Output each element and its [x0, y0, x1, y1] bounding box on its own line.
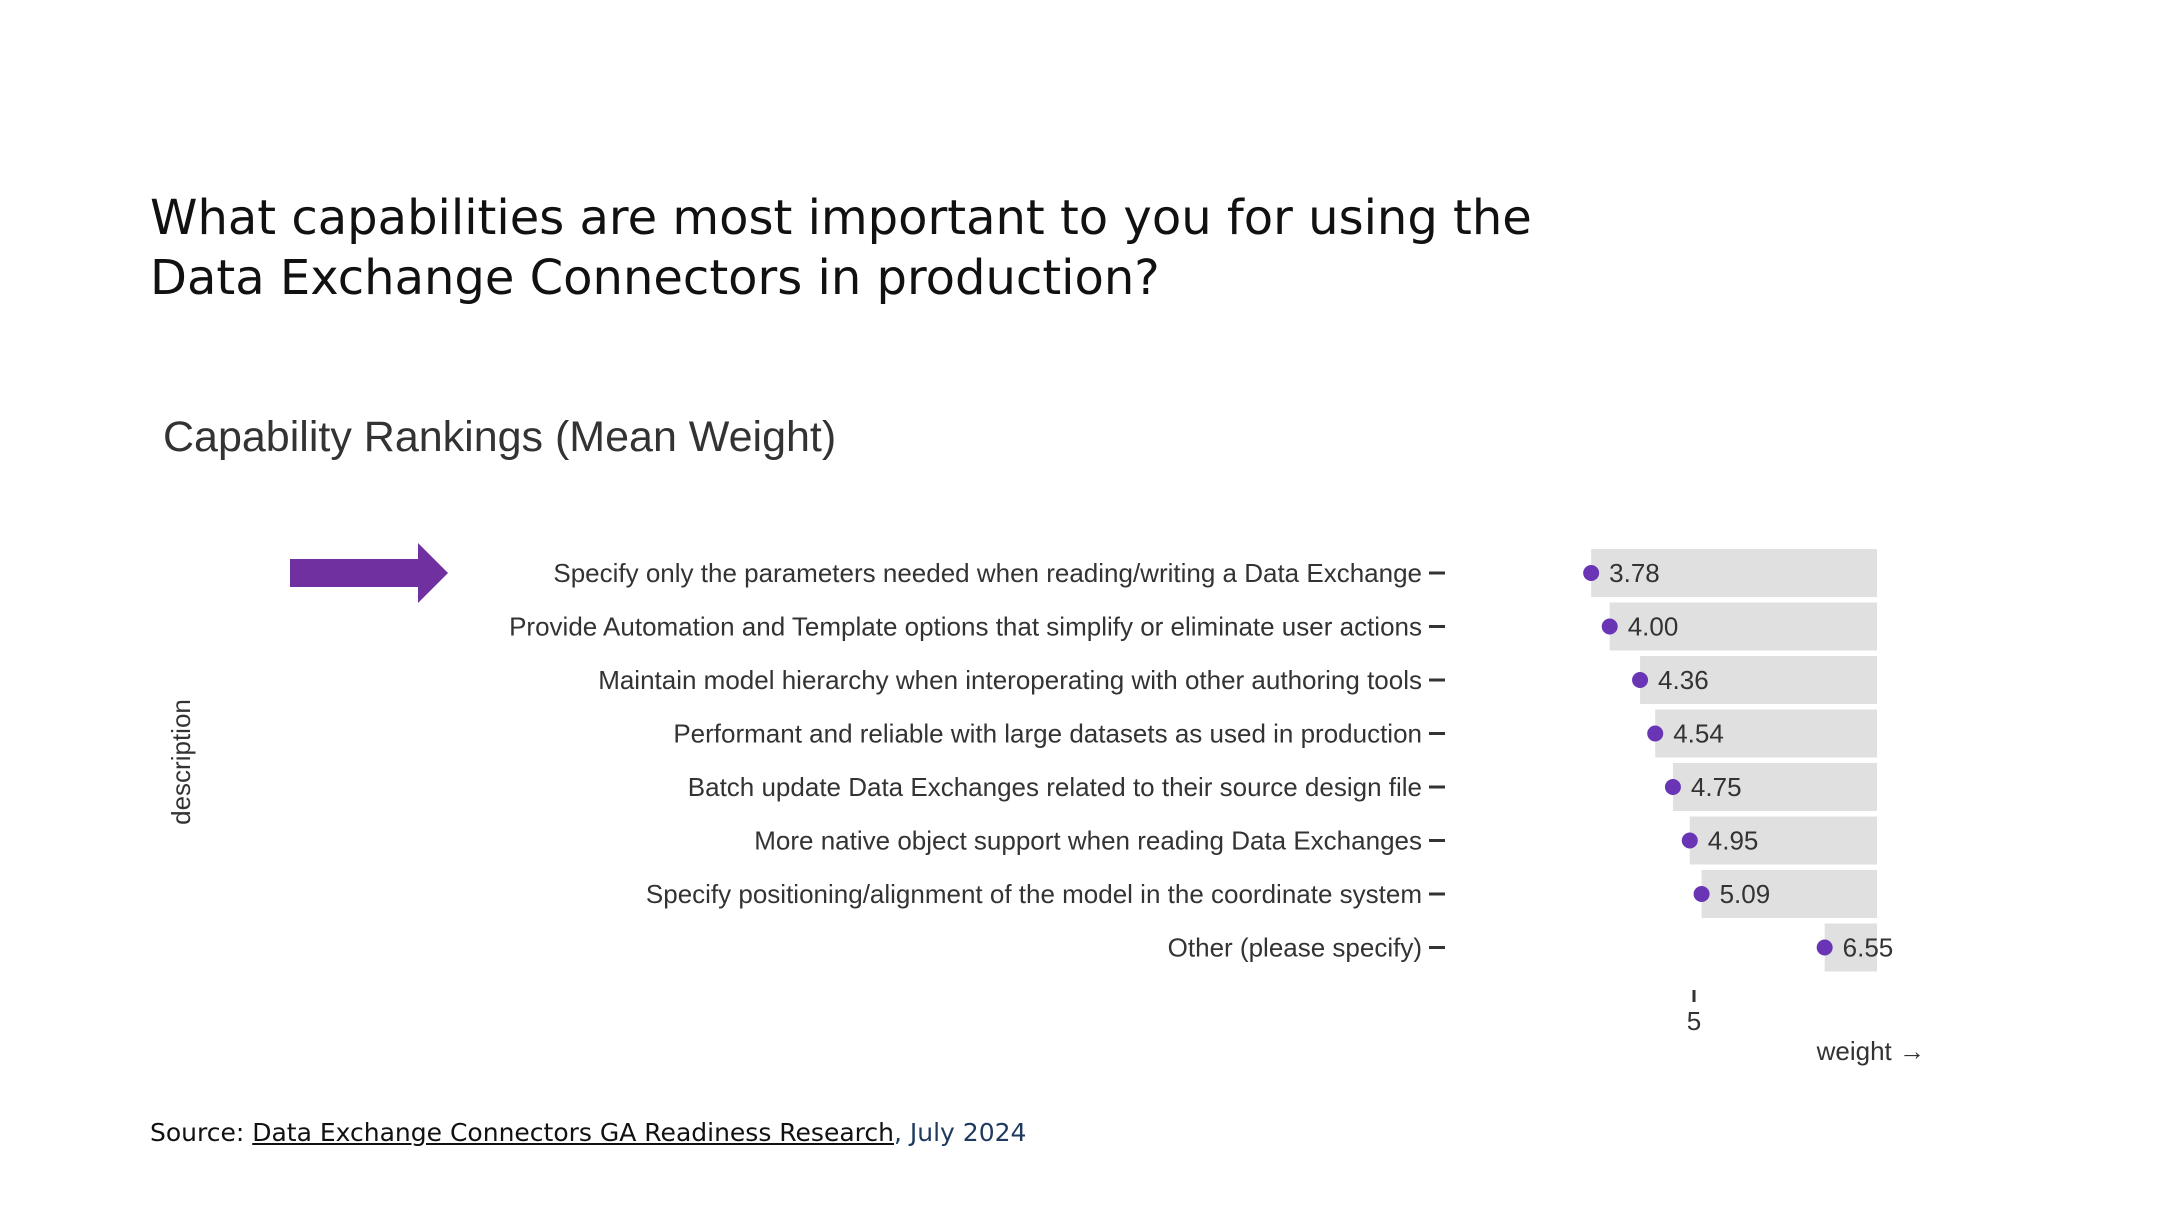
category-label: Specify only the parameters needed when reading/writing a Data Exchange [553, 558, 1422, 588]
category-label: More native object support when reading Data Exchanges [754, 825, 1422, 856]
x-tick-label: 5 [1686, 1006, 1702, 1036]
data-point [1602, 619, 1618, 635]
category-label: Provide Automation and Template options that simplify or eliminate user actions [509, 611, 1422, 642]
bars-layer [1583, 549, 1893, 972]
value-label: 4.00 [1627, 611, 1679, 642]
category-label: Other (please specify) [1167, 932, 1422, 963]
data-point [1665, 779, 1681, 795]
source-date: , July 2024 [893, 1118, 1027, 1147]
slide-title-line-2: Data Exchange Connectors in production? [150, 250, 1160, 306]
y-axis-title: description [166, 699, 196, 825]
source-prefix: Source: [150, 1118, 253, 1147]
value-label: 3.78 [1609, 558, 1660, 588]
chart-title: Capability Rankings (Mean Weight) [163, 413, 837, 461]
highlight-arrow-layer [290, 543, 448, 603]
x-axis-title: weight → [1816, 1036, 1925, 1066]
value-label: 5.09 [1719, 879, 1771, 909]
value-label: 4.75 [1690, 772, 1742, 802]
value-label: 4.95 [1707, 825, 1759, 856]
value-label: 4.54 [1673, 718, 1724, 749]
value-label: 4.36 [1658, 665, 1709, 695]
data-point [1682, 833, 1698, 849]
data-point [1583, 565, 1599, 581]
value-label: 6.55 [1842, 932, 1894, 963]
slide-title-line-1: What capabilities are most important to you for using the [150, 190, 1532, 246]
category-label: Specify positioning/alignment of the model in the coordinate system [645, 879, 1422, 909]
data-point [1647, 726, 1663, 742]
category-label: Performant and reliable with large datasets as used in production [673, 718, 1422, 749]
category-label: Batch update Data Exchanges related to their source design file [687, 772, 1422, 802]
highlight-arrow-icon [290, 543, 448, 603]
data-point [1632, 672, 1648, 688]
category-labels-layer [166, 558, 1445, 963]
x-axis [1687, 990, 1925, 1066]
category-label: Maintain model hierarchy when interoperating with other authoring tools [598, 665, 1422, 695]
data-point [1817, 940, 1833, 956]
data-point [1694, 886, 1710, 902]
source-note [150, 1118, 1026, 1147]
source-link[interactable]: Data Exchange Connectors GA Readiness Research [252, 1118, 894, 1147]
